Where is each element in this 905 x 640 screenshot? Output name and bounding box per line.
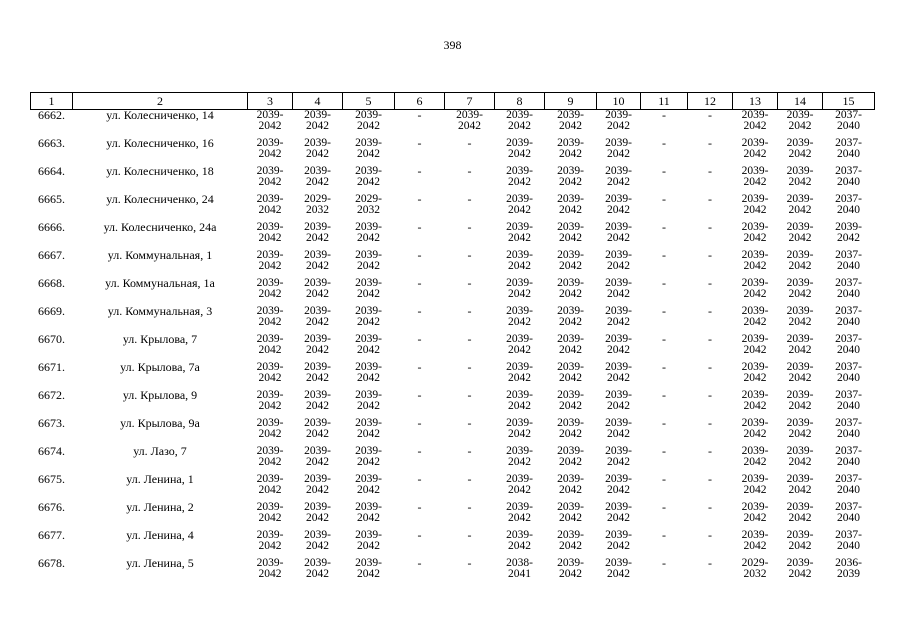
row-number: 6673. xyxy=(38,416,65,430)
period-cell: 2037- 2040 xyxy=(835,389,862,412)
column-header: 8 xyxy=(495,93,545,110)
table-row xyxy=(31,530,875,558)
empty-cell: - xyxy=(417,444,422,458)
period-cell: 2039- 2042 xyxy=(304,137,331,160)
empty-cell: - xyxy=(662,108,666,122)
period-cell: 2039- 2042 xyxy=(786,389,814,412)
empty-cell: - xyxy=(417,416,422,430)
empty-cell: - xyxy=(662,220,666,234)
period-cell: 2039- 2042 xyxy=(605,333,632,356)
period-cell: 2039- 2042 xyxy=(741,221,769,244)
period-cell: 2039- 2042 xyxy=(355,417,382,440)
period-cell: 2039- 2042 xyxy=(256,417,284,440)
period-cell: 2037- 2040 xyxy=(835,333,862,356)
address-cell: ул. Ленина, 2 xyxy=(126,500,194,514)
period-cell: 2039- 2042 xyxy=(786,501,814,524)
empty-cell: - xyxy=(662,192,666,206)
address-cell: ул. Колесниченко, 16 xyxy=(106,136,214,150)
period-cell: 2037- 2040 xyxy=(835,305,862,328)
period-cell: 2039- 2042 xyxy=(304,389,331,412)
empty-cell: - xyxy=(662,332,666,346)
address-cell: ул. Ленина, 1 xyxy=(126,472,194,486)
column-header: 9 xyxy=(545,93,597,110)
address-cell: ул. Крылова, 7а xyxy=(120,360,200,374)
empty-cell: - xyxy=(662,276,666,290)
column-header: 4 xyxy=(293,93,343,110)
empty-cell: - xyxy=(662,556,666,570)
row-number: 6667. xyxy=(38,248,65,262)
table-row xyxy=(31,222,875,250)
period-cell: 2039- 2042 xyxy=(741,137,769,160)
period-cell: 2039- 2042 xyxy=(304,333,331,356)
period-cell: 2039- 2042 xyxy=(557,473,584,496)
period-cell: 2039- 2042 xyxy=(304,305,331,328)
empty-cell: - xyxy=(417,136,422,150)
empty-cell: - xyxy=(662,136,666,150)
empty-cell: - xyxy=(662,304,666,318)
period-cell: 2039- 2042 xyxy=(304,249,331,272)
period-cell: 2039- 2042 xyxy=(605,529,632,552)
period-cell: 2039- 2042 xyxy=(605,249,632,272)
period-cell: 2036- 2039 xyxy=(835,557,862,580)
period-cell: 2037- 2040 xyxy=(835,137,862,160)
period-cell: 2039- 2042 xyxy=(304,557,331,580)
period-cell: 2029- 2032 xyxy=(304,193,331,216)
empty-cell: - xyxy=(467,416,472,430)
period-cell: 2039- 2042 xyxy=(557,137,584,160)
period-cell: 2039- 2042 xyxy=(786,277,814,300)
period-cell: 2037- 2040 xyxy=(835,165,862,188)
empty-cell: - xyxy=(708,472,712,486)
row-number: 6665. xyxy=(38,192,65,206)
column-header: 2 xyxy=(73,93,248,110)
period-cell: 2039- 2042 xyxy=(506,473,533,496)
period-cell: 2039- 2042 xyxy=(741,333,769,356)
period-cell: 2039- 2042 xyxy=(786,249,814,272)
period-cell: 2039- 2042 xyxy=(741,305,769,328)
table-row xyxy=(31,390,875,418)
period-cell: 2039- 2042 xyxy=(786,221,814,244)
period-cell: 2039- 2042 xyxy=(741,417,769,440)
table-row xyxy=(31,334,875,362)
address-cell: ул. Коммунальная, 3 xyxy=(107,304,213,318)
column-header: 6 xyxy=(395,93,445,110)
column-header: 15 xyxy=(823,93,875,110)
period-cell: 2039- 2042 xyxy=(256,221,284,244)
row-number: 6664. xyxy=(38,164,65,178)
empty-cell: - xyxy=(662,388,666,402)
period-cell: 2039- 2042 xyxy=(506,305,533,328)
column-header: 11 xyxy=(641,93,688,110)
period-cell: 2039- 2042 xyxy=(304,529,331,552)
period-cell: 2039- 2042 xyxy=(557,193,584,216)
empty-cell: - xyxy=(708,444,712,458)
empty-cell: - xyxy=(467,220,472,234)
period-cell: 2039- 2042 xyxy=(506,221,533,244)
empty-cell: - xyxy=(417,248,422,262)
row-number: 6670. xyxy=(38,332,65,346)
period-cell: 2039- 2042 xyxy=(557,333,584,356)
period-cell: 2039- 2042 xyxy=(741,193,769,216)
empty-cell: - xyxy=(708,416,712,430)
period-cell: 2039- 2042 xyxy=(256,557,284,580)
period-cell: 2039- 2042 xyxy=(557,305,584,328)
period-cell: 2039- 2042 xyxy=(557,417,584,440)
period-cell: 2039- 2042 xyxy=(304,445,331,468)
table-row xyxy=(31,418,875,446)
period-cell: 2039- 2042 xyxy=(557,109,584,132)
period-cell: 2039- 2042 xyxy=(256,473,284,496)
period-cell: 2039- 2042 xyxy=(355,333,382,356)
period-cell: 2039- 2042 xyxy=(506,333,533,356)
period-cell: 2039- 2042 xyxy=(506,529,533,552)
period-cell: 2039- 2042 xyxy=(256,109,284,132)
period-cell: 2039- 2042 xyxy=(786,333,814,356)
period-cell: 2039- 2042 xyxy=(256,277,284,300)
empty-cell: - xyxy=(417,556,422,570)
empty-cell: - xyxy=(417,164,422,178)
address-cell: ул. Крылова, 7 xyxy=(122,332,198,346)
period-cell: 2039- 2042 xyxy=(506,361,533,384)
row-number: 6676. xyxy=(38,500,65,514)
empty-cell: - xyxy=(417,360,422,374)
period-cell: 2039- 2042 xyxy=(456,109,483,132)
address-cell: ул. Лазо, 7 xyxy=(133,444,187,458)
period-cell: 2039- 2042 xyxy=(557,361,584,384)
empty-cell: - xyxy=(417,472,422,486)
empty-cell: - xyxy=(708,528,712,542)
period-cell: 2039- 2042 xyxy=(355,445,382,468)
empty-cell: - xyxy=(467,556,472,570)
period-cell: 2039- 2042 xyxy=(256,361,284,384)
period-cell: 2039- 2042 xyxy=(256,165,284,188)
period-cell: 2039- 2042 xyxy=(786,193,814,216)
address-cell: ул. Крылова, 9а xyxy=(120,416,200,430)
empty-cell: - xyxy=(662,248,666,262)
row-number: 6674. xyxy=(38,444,65,458)
period-cell: 2039- 2042 xyxy=(506,277,533,300)
table-row xyxy=(31,250,875,278)
empty-cell: - xyxy=(708,108,712,122)
table-row xyxy=(31,362,875,390)
empty-cell: - xyxy=(467,360,472,374)
period-cell: 2039- 2042 xyxy=(786,557,814,580)
period-cell: 2039- 2042 xyxy=(256,445,284,468)
period-cell: 2039- 2042 xyxy=(741,501,769,524)
column-header: 1 xyxy=(31,93,73,110)
period-cell: 2039- 2042 xyxy=(256,333,284,356)
empty-cell: - xyxy=(467,388,472,402)
column-header: 12 xyxy=(688,93,733,110)
empty-cell: - xyxy=(662,164,666,178)
period-cell: 2039- 2042 xyxy=(506,137,533,160)
period-cell: 2039- 2042 xyxy=(605,305,632,328)
period-cell: 2039- 2042 xyxy=(355,137,382,160)
table-row xyxy=(31,474,875,502)
period-cell: 2039- 2042 xyxy=(256,529,284,552)
empty-cell: - xyxy=(662,416,666,430)
empty-cell: - xyxy=(708,556,712,570)
period-cell: 2039- 2042 xyxy=(605,277,632,300)
row-number: 6678. xyxy=(38,556,65,570)
period-cell: 2039- 2042 xyxy=(741,165,769,188)
period-cell: 2037- 2040 xyxy=(835,529,862,552)
period-cell: 2039- 2042 xyxy=(786,417,814,440)
period-cell: 2039- 2042 xyxy=(786,137,814,160)
period-cell: 2038- 2041 xyxy=(506,557,533,580)
period-cell: 2037- 2040 xyxy=(835,109,862,132)
address-cell: ул. Коммунальная, 1а xyxy=(105,276,215,290)
empty-cell: - xyxy=(708,136,712,150)
schedule-table xyxy=(30,92,875,586)
period-cell: 2039- 2042 xyxy=(256,193,284,216)
empty-cell: - xyxy=(708,164,712,178)
period-cell: 2039- 2042 xyxy=(304,361,331,384)
row-number: 6672. xyxy=(38,388,65,402)
period-cell: 2039- 2042 xyxy=(557,165,584,188)
empty-cell: - xyxy=(417,500,422,514)
row-number: 6677. xyxy=(38,528,65,542)
empty-cell: - xyxy=(467,332,472,346)
empty-cell: - xyxy=(417,192,422,206)
period-cell: 2037- 2040 xyxy=(835,193,862,216)
period-cell: 2039- 2042 xyxy=(786,109,814,132)
period-cell: 2039- 2042 xyxy=(741,361,769,384)
empty-cell: - xyxy=(708,220,712,234)
row-number: 6662. xyxy=(38,108,65,122)
period-cell: 2039- 2042 xyxy=(741,249,769,272)
period-cell: 2037- 2040 xyxy=(835,249,862,272)
row-number: 6668. xyxy=(38,276,65,290)
period-cell: 2039- 2042 xyxy=(304,221,331,244)
period-cell: 2039- 2042 xyxy=(355,221,382,244)
period-cell: 2039- 2042 xyxy=(605,165,632,188)
period-cell: 2039- 2042 xyxy=(304,501,331,524)
table-row xyxy=(31,110,875,139)
period-cell: 2039- 2042 xyxy=(605,361,632,384)
period-cell: 2037- 2040 xyxy=(835,277,862,300)
period-cell: 2039- 2042 xyxy=(506,417,533,440)
period-cell: 2037- 2040 xyxy=(835,445,862,468)
period-cell: 2039- 2042 xyxy=(355,473,382,496)
period-cell: 2039- 2042 xyxy=(557,445,584,468)
row-number: 6671. xyxy=(38,360,65,374)
empty-cell: - xyxy=(467,472,472,486)
column-header: 5 xyxy=(343,93,395,110)
period-cell: 2039- 2042 xyxy=(557,557,584,580)
period-cell: 2039- 2042 xyxy=(355,501,382,524)
period-cell: 2039- 2042 xyxy=(741,473,769,496)
period-cell: 2039- 2042 xyxy=(605,193,632,216)
empty-cell: - xyxy=(708,388,712,402)
period-cell: 2039- 2042 xyxy=(835,221,862,244)
period-cell: 2039- 2042 xyxy=(355,277,382,300)
period-cell: 2039- 2042 xyxy=(741,445,769,468)
table-row xyxy=(31,306,875,334)
page-number: 398 xyxy=(443,38,462,52)
period-cell: 2039- 2042 xyxy=(304,109,331,132)
table-body xyxy=(31,110,875,587)
period-cell: 2039- 2042 xyxy=(605,473,632,496)
period-cell: 2039- 2042 xyxy=(557,221,584,244)
period-cell: 2039- 2042 xyxy=(304,277,331,300)
period-cell: 2039- 2042 xyxy=(506,501,533,524)
period-cell: 2039- 2042 xyxy=(506,445,533,468)
column-header: 7 xyxy=(445,93,495,110)
period-cell: 2039- 2042 xyxy=(256,305,284,328)
address-cell: ул. Колесниченко, 24 xyxy=(106,192,214,206)
period-cell: 2039- 2042 xyxy=(786,165,814,188)
table-row xyxy=(31,166,875,194)
period-cell: 2039- 2042 xyxy=(557,277,584,300)
address-cell: ул. Коммунальная, 1 xyxy=(107,248,213,262)
period-cell: 2039- 2042 xyxy=(786,361,814,384)
address-cell: ул. Ленина, 4 xyxy=(126,528,194,542)
period-cell: 2037- 2040 xyxy=(835,473,862,496)
empty-cell: - xyxy=(467,192,472,206)
period-cell: 2039- 2042 xyxy=(355,165,382,188)
period-cell: 2037- 2040 xyxy=(835,417,862,440)
period-cell: 2039- 2042 xyxy=(786,473,814,496)
empty-cell: - xyxy=(708,360,712,374)
row-number: 6669. xyxy=(38,304,65,318)
period-cell: 2039- 2042 xyxy=(355,249,382,272)
empty-cell: - xyxy=(417,528,422,542)
row-number: 6663. xyxy=(38,136,65,150)
column-header: 3 xyxy=(248,93,293,110)
period-cell: 2039- 2042 xyxy=(786,305,814,328)
row-number: 6666. xyxy=(38,220,65,234)
empty-cell: - xyxy=(708,192,712,206)
period-cell: 2039- 2042 xyxy=(557,529,584,552)
period-cell: 2039- 2042 xyxy=(605,389,632,412)
empty-cell: - xyxy=(467,248,472,262)
period-cell: 2039- 2042 xyxy=(355,305,382,328)
period-cell: 2039- 2042 xyxy=(506,249,533,272)
period-cell: 2039- 2042 xyxy=(256,501,284,524)
period-cell: 2039- 2042 xyxy=(557,249,584,272)
period-cell: 2039- 2042 xyxy=(304,417,331,440)
table-row xyxy=(31,138,875,166)
column-header: 10 xyxy=(597,93,641,110)
empty-cell: - xyxy=(467,136,472,150)
period-cell: 2039- 2042 xyxy=(355,557,382,580)
empty-cell: - xyxy=(417,220,422,234)
period-cell: 2039- 2042 xyxy=(355,109,382,132)
table-row xyxy=(31,194,875,222)
period-cell: 2039- 2042 xyxy=(304,165,331,188)
period-cell: 2039- 2042 xyxy=(786,529,814,552)
address-cell: ул. Колесниченко, 18 xyxy=(106,164,214,178)
empty-cell: - xyxy=(417,332,422,346)
period-cell: 2039- 2042 xyxy=(355,389,382,412)
period-cell: 2039- 2042 xyxy=(741,109,769,132)
period-cell: 2039- 2042 xyxy=(256,137,284,160)
address-cell: ул. Ленина, 5 xyxy=(126,556,194,570)
period-cell: 2039- 2042 xyxy=(786,445,814,468)
empty-cell: - xyxy=(467,164,472,178)
address-cell: ул. Крылова, 9 xyxy=(122,388,198,402)
period-cell: 2039- 2042 xyxy=(741,277,769,300)
empty-cell: - xyxy=(417,304,422,318)
empty-cell: - xyxy=(417,388,422,402)
period-cell: 2039- 2042 xyxy=(506,109,533,132)
period-cell: 2039- 2042 xyxy=(256,389,284,412)
empty-cell: - xyxy=(467,444,472,458)
column-header: 14 xyxy=(778,93,823,110)
empty-cell: - xyxy=(662,472,666,486)
table-row xyxy=(31,558,875,586)
empty-cell: - xyxy=(662,360,666,374)
table-row xyxy=(31,278,875,306)
empty-cell: - xyxy=(708,304,712,318)
period-cell: 2039- 2042 xyxy=(355,361,382,384)
period-cell: 2029- 2032 xyxy=(741,557,769,580)
period-cell: 2039- 2042 xyxy=(506,389,533,412)
table-row xyxy=(31,446,875,474)
period-cell: 2039- 2042 xyxy=(605,445,632,468)
period-cell: 2037- 2040 xyxy=(835,501,862,524)
period-cell: 2039- 2042 xyxy=(741,389,769,412)
empty-cell: - xyxy=(708,332,712,346)
period-cell: 2039- 2042 xyxy=(304,473,331,496)
column-header: 13 xyxy=(733,93,778,110)
table-row xyxy=(31,502,875,530)
period-cell: 2039- 2042 xyxy=(355,529,382,552)
empty-cell: - xyxy=(417,276,422,290)
period-cell: 2039- 2042 xyxy=(741,529,769,552)
empty-cell: - xyxy=(708,248,712,262)
period-cell: 2039- 2042 xyxy=(605,501,632,524)
period-cell: 2029- 2032 xyxy=(355,193,382,216)
empty-cell: - xyxy=(467,276,472,290)
period-cell: 2039- 2042 xyxy=(506,165,533,188)
empty-cell: - xyxy=(467,528,472,542)
empty-cell: - xyxy=(662,444,666,458)
empty-cell: - xyxy=(662,528,666,542)
address-cell: ул. Колесниченко, 14 xyxy=(106,108,214,122)
empty-cell: - xyxy=(708,276,712,290)
period-cell: 2039- 2042 xyxy=(605,221,632,244)
empty-cell: - xyxy=(708,500,712,514)
empty-cell: - xyxy=(467,304,472,318)
period-cell: 2039- 2042 xyxy=(605,557,632,580)
address-cell: ул. Колесниченко, 24а xyxy=(103,220,217,234)
period-cell: 2039- 2042 xyxy=(557,501,584,524)
period-cell: 2039- 2042 xyxy=(605,109,632,132)
period-cell: 2037- 2040 xyxy=(835,361,862,384)
period-cell: 2039- 2042 xyxy=(506,193,533,216)
empty-cell: - xyxy=(417,108,422,122)
period-cell: 2039- 2042 xyxy=(605,417,632,440)
empty-cell: - xyxy=(662,500,666,514)
period-cell: 2039- 2042 xyxy=(605,137,632,160)
header-row xyxy=(31,93,875,110)
row-number: 6675. xyxy=(38,472,65,486)
period-cell: 2039- 2042 xyxy=(256,249,284,272)
period-cell: 2039- 2042 xyxy=(557,389,584,412)
empty-cell: - xyxy=(467,500,472,514)
